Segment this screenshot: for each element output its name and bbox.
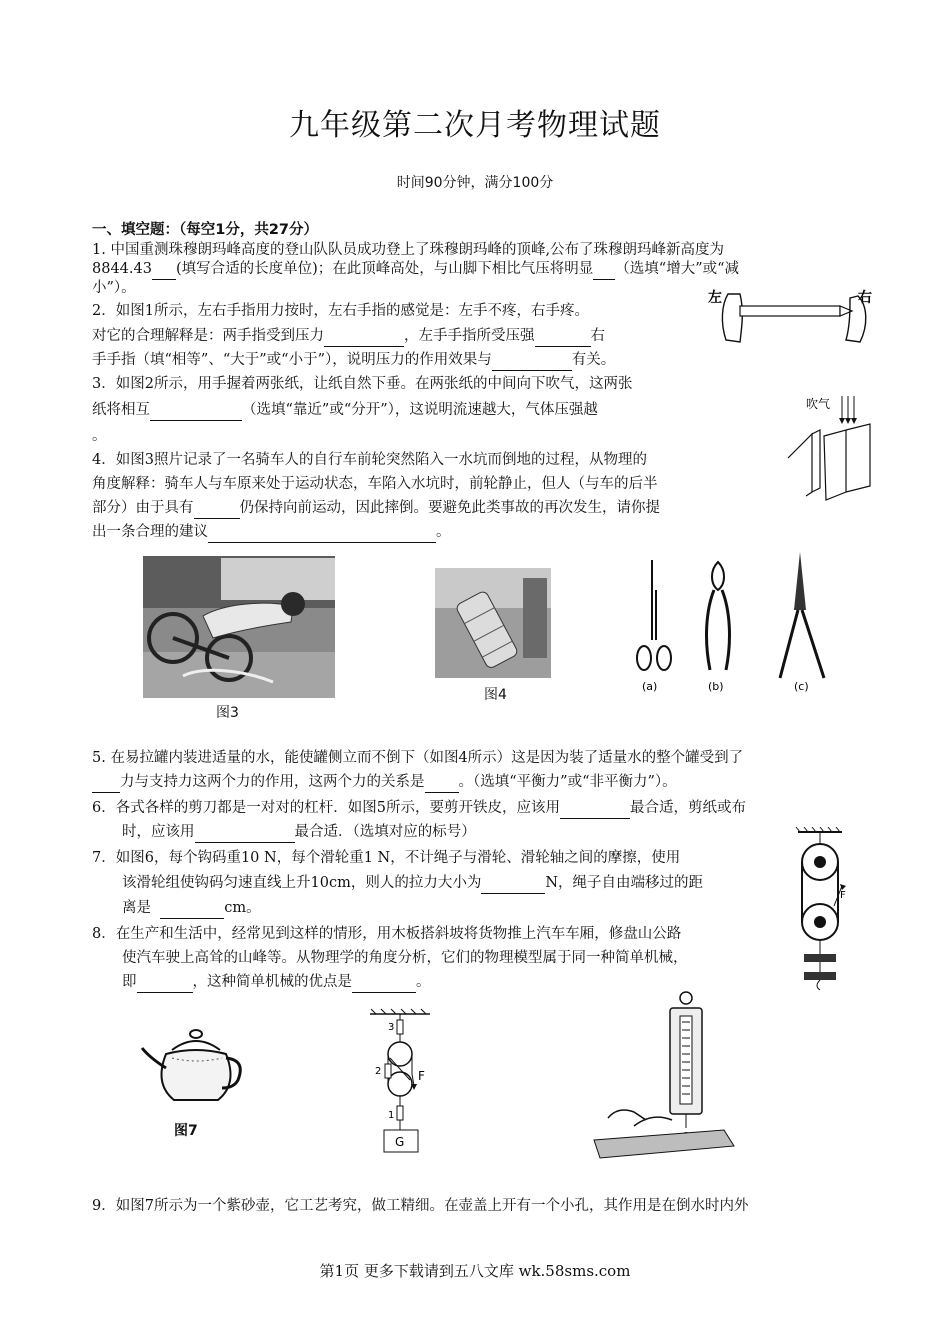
q7-line1: 7．如图6，每个钩码重10 N，每个滑轮重1 N，不计绳子与滑轮、滑轮轴之间的摩擦，使用 bbox=[92, 850, 681, 866]
scale-2-label: 2 bbox=[375, 1066, 382, 1077]
q1-line2: 8844.43 (填写合适的长度单位)；在此顶峰高处，与山脚下相比气压将明显 （选填“增大”或“减 bbox=[92, 259, 739, 280]
q8-line2: 使汽车驶上高耸的山峰等。从物理学的角度分析，它们的物理模型属于同一种简单机械， bbox=[122, 950, 688, 966]
scale-1-label: 1 bbox=[388, 1110, 395, 1121]
q4-line1: 4．如图3照片记录了一名骑车人的自行车前轮突然陷入一水坑而倒地的过程，从物理的 bbox=[92, 452, 647, 468]
q7-line3: 离是 cm。 bbox=[122, 898, 261, 919]
q3-line3: 。 bbox=[92, 428, 107, 444]
q4-line3: 部分）由于具有 仍保持向前运动，因此摔倒。要避免此类事故的再次发生，请你提 bbox=[92, 498, 660, 519]
fig1-left-label: 左 bbox=[708, 290, 722, 306]
cyclist-photo bbox=[143, 556, 335, 698]
q1-line1: 1. 中国重测珠穆朗玛峰高度的登山队队员成功登上了珠穆朗玛峰的顶峰,公布了珠穆朗玛峰新高度为 bbox=[92, 242, 725, 258]
tilted-can-photo bbox=[435, 568, 551, 678]
weight-G-label: G bbox=[395, 1135, 405, 1149]
pulley-scale-diagram bbox=[368, 1008, 448, 1158]
teapot-figure bbox=[138, 1024, 248, 1114]
scissors-b-label: (b) bbox=[708, 680, 724, 693]
q6-line2: 时，应该用 最合适．（选填对应的标号） bbox=[122, 822, 476, 843]
q8-line3: 即 ，这种简单机械的优点是 。 bbox=[122, 972, 431, 993]
blow-paper-figure bbox=[784, 392, 894, 502]
spring-balance-figure bbox=[594, 990, 734, 1162]
page-footer: 第1页 更多下载请到五八文库 wk.58sms.com bbox=[319, 1262, 631, 1280]
fig7-caption: 图7 bbox=[174, 1123, 198, 1139]
q7-line2: 该滑轮组使钩码匀速直线上升10cm，则人的拉力大小为 N，绳子自由端移过的距 bbox=[122, 873, 703, 894]
fig4-caption: 图4 bbox=[484, 687, 507, 703]
q2-line2: 对它的合理解释是：两手指受到压力 ，左手手指所受压强 右 bbox=[92, 326, 605, 347]
q5-line1: 5. 在易拉罐内装进适量的水，能使罐侧立而不倒下（如图4所示）这是因为装了适量水的整个罐受到了 bbox=[92, 750, 744, 766]
page-subtitle: 时间90分钟，满分100分 bbox=[396, 175, 554, 191]
scale-3-label: 3 bbox=[388, 1022, 395, 1033]
q1-line3: 小”）。 bbox=[92, 280, 136, 296]
q5-line2: 力与支持力这两个力的作用，这两个力的关系是 。（选填“平衡力”或“非平衡力”）。 bbox=[92, 772, 677, 793]
scissors-figure bbox=[630, 550, 840, 695]
q4-line4: 出一条合理的建议 。 bbox=[92, 522, 451, 543]
finger-pencil-figure bbox=[700, 286, 880, 350]
q3-line1: 3．如图2所示，用手握着两张纸，让纸自然下垂。在两张纸的中间向下吹气，这两张 bbox=[92, 376, 633, 392]
pulley-block-figure bbox=[790, 826, 850, 996]
section-heading: 一、填空题：（每空1分，共27分） bbox=[92, 222, 319, 238]
q2-line3: 手手指（填“相等”、“大于”或“小于”），说明压力的作用效果与 有关。 bbox=[92, 350, 615, 371]
q3-line2: 纸将相互 （选填“靠近”或“分开”），这说明流速越大，气体压强越 bbox=[92, 400, 598, 421]
scissors-a-label: (a) bbox=[642, 680, 658, 693]
q9-line1: 9．如图7所示为一个紫砂壶，它工艺考究，做工精细。在壶盖上开有一个小孔，其作用是在倒水时内外 bbox=[92, 1198, 749, 1214]
force-F-label: F bbox=[418, 1069, 425, 1083]
q6-line1: 6．各式各样的剪刀都是一对对的杠杆．如图5所示，要剪开铁皮，应该用 最合适，剪纸或布 bbox=[92, 798, 746, 819]
fig6-force-label: F bbox=[840, 890, 846, 901]
q4-line2: 角度解释：骑车人与车原来处于运动状态，车陷入水坑时，前轮静止，但人（与车的后半 bbox=[92, 476, 658, 492]
q2-line1: 2．如图1所示，左右手指用力按时，左右手指的感觉是：左手不疼，右手疼。 bbox=[92, 303, 589, 319]
fig2-blow-label: 吹气 bbox=[806, 397, 831, 411]
fig3-caption: 图3 bbox=[216, 705, 239, 721]
page-title: 九年级第二次月考物理试题 bbox=[289, 108, 661, 143]
scissors-c-label: (c) bbox=[794, 680, 809, 693]
q8-line1: 8．在生产和生活中，经常见到这样的情形，用木板搭斜坡将货物推上汽车车厢，修盘山公路 bbox=[92, 926, 682, 942]
fig1-right-label: 右 bbox=[858, 290, 872, 306]
